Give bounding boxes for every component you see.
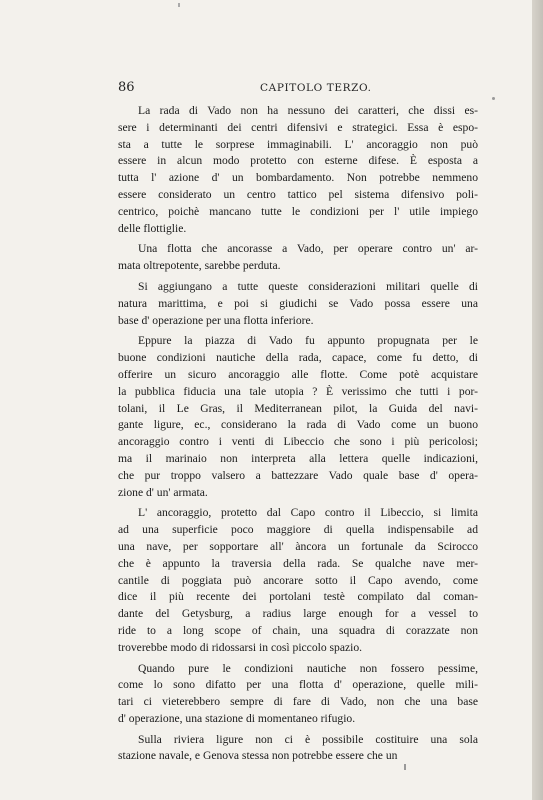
text-line: ma il marinaio non interpreta alla lettera quelle indicazioni, xyxy=(118,451,478,465)
text-line: sta a tutte le sorprese immaginabili. L' ancoraggio non può xyxy=(118,137,478,151)
text-line: la pubblica fiducia una tale utopia ? È verissimo che tutti i por- xyxy=(118,384,478,398)
text-line: mata oltrepotente, sarebbe perduta. xyxy=(118,259,281,273)
text-line: come lo sono difatto per una flotta d' operazione, quelle mili- xyxy=(118,678,478,692)
running-head: CAPITOLO TERZO. xyxy=(260,82,372,94)
text-line: base d' operazione per una flotta inferiore. xyxy=(118,313,314,327)
text-line: L' ancoraggio, protetto dal Capo contro il Libeccio, si limita xyxy=(138,506,478,520)
text-line: d' operazione, una stazione di momentaneo rifugio. xyxy=(118,711,356,725)
text-line: essere in alcun modo protetto con esterne difese. È esposta a xyxy=(118,154,478,168)
text-line: delle flottiglie. xyxy=(118,221,187,235)
text-line: ride to a long scope of chain, una squadra di corazzate non xyxy=(118,623,478,637)
text-line: stazione navale, e Genova stessa non potrebbe essere che un xyxy=(118,749,398,763)
paragraph xyxy=(118,661,478,728)
text-line: buone condizioni nautiche della rada, capace, come fu detto, di xyxy=(118,351,478,365)
text-line: sere i determinanti dei centri difensivi e strategici. Essa è espo- xyxy=(118,120,478,134)
paragraph xyxy=(118,279,478,329)
paragraph xyxy=(118,732,478,766)
text-line: ad una superficie poco maggiore di quella indispensabile ad xyxy=(118,523,478,537)
text-line: Una flotta che ancorasse a Vado, per operare contro un' ar- xyxy=(138,242,478,256)
text-line: Sulla riviera ligure non ci è possibile costituire una sola xyxy=(138,732,478,746)
text-line: zione d' un' armata. xyxy=(118,485,208,499)
text-line: gante ligure, ec., considerano la rada di Vado come un buono xyxy=(118,418,478,432)
paper-speck xyxy=(178,3,180,7)
text-line: Eppure la piazza di Vado fu appunto propugnata per le xyxy=(138,334,478,348)
text-line: Si aggiungano a tutte queste considerazioni militari quelle di xyxy=(138,279,478,293)
page-number: 86 xyxy=(118,80,135,95)
text-line: tari ci vieterebbero sempre di fare di Vado, non che una base xyxy=(118,695,478,709)
page-edge xyxy=(532,0,543,800)
text-line: offerire un sicuro ancoraggio alle flotte. Come potè acquistare xyxy=(118,367,478,381)
paragraph xyxy=(118,333,478,501)
text-line: che è appunto la traversia della rada. Se qualche nave mer- xyxy=(118,556,478,570)
body-text xyxy=(118,103,478,765)
text-line: essere considerato un centro tattico pel sistema difensivo poli- xyxy=(118,187,478,201)
text-line: centrico, poichè mancano tutte le condizioni per l' utile impiego xyxy=(118,204,478,218)
text-line: dice il più recente dei portolani testè compilato dal coman- xyxy=(118,590,478,604)
paper-speck xyxy=(492,97,495,100)
text-line: dante del Getysburg, a radius large enough for a vessel to xyxy=(118,607,478,621)
text-line: ancoraggio contro i venti di Libeccio che sono i più pericolosi; xyxy=(118,435,478,449)
paragraph xyxy=(118,103,478,237)
paragraph xyxy=(118,505,478,656)
text-line: troverebbe modo di ridossarsi in così piccolo spazio. xyxy=(118,640,363,654)
page-header xyxy=(118,80,478,100)
text-line: una nave, per sopportare all' àncora un fortunale da Scirocco xyxy=(118,539,478,553)
text-line: tolani, il Le Gras, il Mediterranean pilot, la Guida del navi- xyxy=(118,401,478,415)
text-line: tutta l' azione d' un bombardamento. Non potrebbe nemmeno xyxy=(118,171,478,185)
text-line: natura marittima, e poi si giudichi se Vado possa essere una xyxy=(118,296,478,310)
paragraph xyxy=(118,241,478,275)
text-line: che pur troppo valsero a battezzare Vado quale base d' opera- xyxy=(118,468,478,482)
text-line: Quando pure le condizioni nautiche non fossero pessime, xyxy=(138,661,478,675)
text-line: La rada di Vado non ha nessuno dei caratteri, che dissi es- xyxy=(138,104,478,117)
paper-speck xyxy=(404,764,406,770)
text-line: cantile di poggiata può ancorare sotto il Capo avendo, come xyxy=(118,573,478,587)
